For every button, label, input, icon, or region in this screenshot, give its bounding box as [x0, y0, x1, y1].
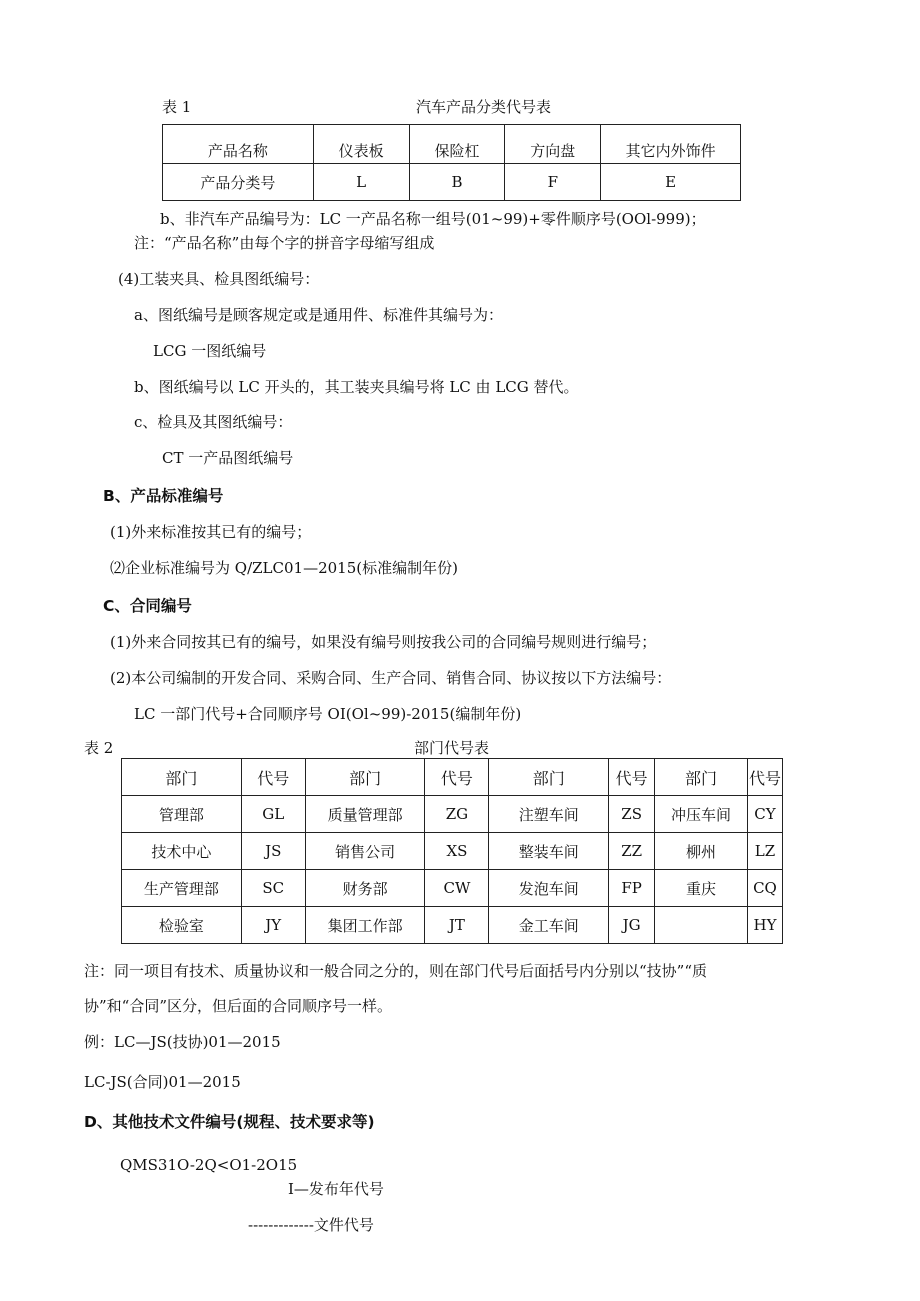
table-cell: 冲压车间 — [655, 796, 748, 833]
paragraph: a、图纸编号是顾客规定或是通用件、标准件其编号为： — [134, 306, 503, 324]
table-cell: 检验室 — [122, 907, 242, 944]
note: 注：“产品名称”由每个字的拼音字母缩写组成 — [134, 234, 435, 252]
table-cell: JS — [241, 833, 305, 870]
section-heading-b: B、产品标准编号 — [103, 487, 224, 505]
table-cell: CQ — [747, 870, 782, 907]
section-heading-c: C、合同编号 — [103, 597, 192, 615]
table-cell: 生产管理部 — [122, 870, 242, 907]
table-cell: 质量管理部 — [305, 796, 425, 833]
example: 例：LC—JS(技协)01—2015 — [84, 1033, 281, 1051]
table-cell: JY — [241, 907, 305, 944]
table-row — [122, 796, 783, 833]
table-cell: 管理部 — [122, 796, 242, 833]
table-cell: FP — [609, 870, 655, 907]
column-header: 部门 — [305, 759, 425, 796]
code-annotation: I—发布年代号 — [288, 1180, 384, 1198]
paragraph: b、图纸编号以 LC 开头的，其工装夹具编号将 LC 由 LCG 替代。 — [134, 378, 579, 396]
paragraph: b、非汽车产品编号为：LC 一产品名称一组号(01~99)+零件顺序号(OOl-999)； — [160, 210, 706, 228]
table-header-row — [122, 759, 783, 796]
table-cell: ZZ — [609, 833, 655, 870]
paragraph: LCG 一图纸编号 — [153, 342, 267, 360]
table-cell: CW — [425, 870, 489, 907]
table-cell: 产品名称 — [163, 125, 314, 164]
table-cell: 产品分类号 — [163, 164, 314, 201]
column-header: 代号 — [241, 759, 305, 796]
example: LC-JS(合同)01—2015 — [84, 1073, 241, 1091]
section-heading-d: D、其他技术文件编号(规程、技术要求等) — [84, 1113, 375, 1131]
code-example: QMS31O-2Q<O1-2O15 — [120, 1156, 298, 1174]
table-cell: 销售公司 — [305, 833, 425, 870]
paragraph: (4)工装夹具、检具图纸编号： — [118, 270, 320, 288]
table-cell: 财务部 — [305, 870, 425, 907]
paragraph: c、检具及其图纸编号： — [134, 413, 293, 431]
table-cell: ZS — [609, 796, 655, 833]
table-cell: L — [313, 164, 409, 201]
note: 协”和“合同”区分，但后面的合同顺序号一样。 — [84, 997, 393, 1015]
table-cell: CY — [747, 796, 782, 833]
product-category-table — [162, 124, 741, 201]
table2-title: 部门代号表 — [414, 739, 490, 757]
table-cell: B — [409, 164, 505, 201]
column-header: 代号 — [609, 759, 655, 796]
paragraph: (2)本公司编制的开发合同、采购合同、生产合同、销售合同、协议按以下方法编号： — [110, 669, 672, 687]
table-cell: 柳州 — [655, 833, 748, 870]
paragraph: ⑵企业标准编号为 Q/ZLC01—2015(标准编制年份) — [110, 559, 458, 577]
table-cell: XS — [425, 833, 489, 870]
table-cell: 发泡车间 — [489, 870, 609, 907]
table-cell: JT — [425, 907, 489, 944]
table-cell: 技术中心 — [122, 833, 242, 870]
paragraph: LC 一部门代号+合同顺序号 OI(Ol~99)-2015(编制年份) — [134, 705, 522, 723]
table-cell: LZ — [747, 833, 782, 870]
table-cell: GL — [241, 796, 305, 833]
column-header: 代号 — [747, 759, 782, 796]
table-row — [122, 870, 783, 907]
table-cell: 集团工作部 — [305, 907, 425, 944]
table-cell: E — [601, 164, 741, 201]
table-cell: SC — [241, 870, 305, 907]
paragraph: CT 一产品图纸编号 — [162, 449, 294, 467]
table-cell: F — [505, 164, 601, 201]
table-row — [163, 164, 741, 201]
table-row — [122, 833, 783, 870]
column-header: 部门 — [489, 759, 609, 796]
table-cell: 其它内外饰件 — [601, 125, 741, 164]
table-cell: 方向盘 — [505, 125, 601, 164]
table1-title: 汽车产品分类代号表 — [416, 98, 552, 116]
department-code-table — [121, 758, 783, 944]
note: 注：同一项目有技术、质量协议和一般合同之分的，则在部门代号后面括号内分别以“技协”“质 — [84, 962, 708, 980]
table1-label: 表 1 — [162, 98, 192, 116]
table-cell: 仪表板 — [313, 125, 409, 164]
paragraph: (1)外来标准按其已有的编号； — [110, 523, 312, 541]
paragraph: (1)外来合同按其已有的编号，如果没有编号则按我公司的合同编号规则进行编号； — [110, 633, 657, 651]
table-cell — [655, 907, 748, 944]
table-cell: 保险杠 — [409, 125, 505, 164]
table-cell: JG — [609, 907, 655, 944]
table-cell: 金工车间 — [489, 907, 609, 944]
table-cell: 重庆 — [655, 870, 748, 907]
column-header: 代号 — [425, 759, 489, 796]
code-annotation: -------------文件代号 — [248, 1216, 374, 1234]
table2-label: 表 2 — [84, 739, 114, 757]
table-cell: ZG — [425, 796, 489, 833]
table-row — [163, 125, 741, 164]
table-cell: 注塑车间 — [489, 796, 609, 833]
column-header: 部门 — [655, 759, 748, 796]
table-cell: 整装车间 — [489, 833, 609, 870]
table-cell: HY — [747, 907, 782, 944]
table-row — [122, 907, 783, 944]
column-header: 部门 — [122, 759, 242, 796]
